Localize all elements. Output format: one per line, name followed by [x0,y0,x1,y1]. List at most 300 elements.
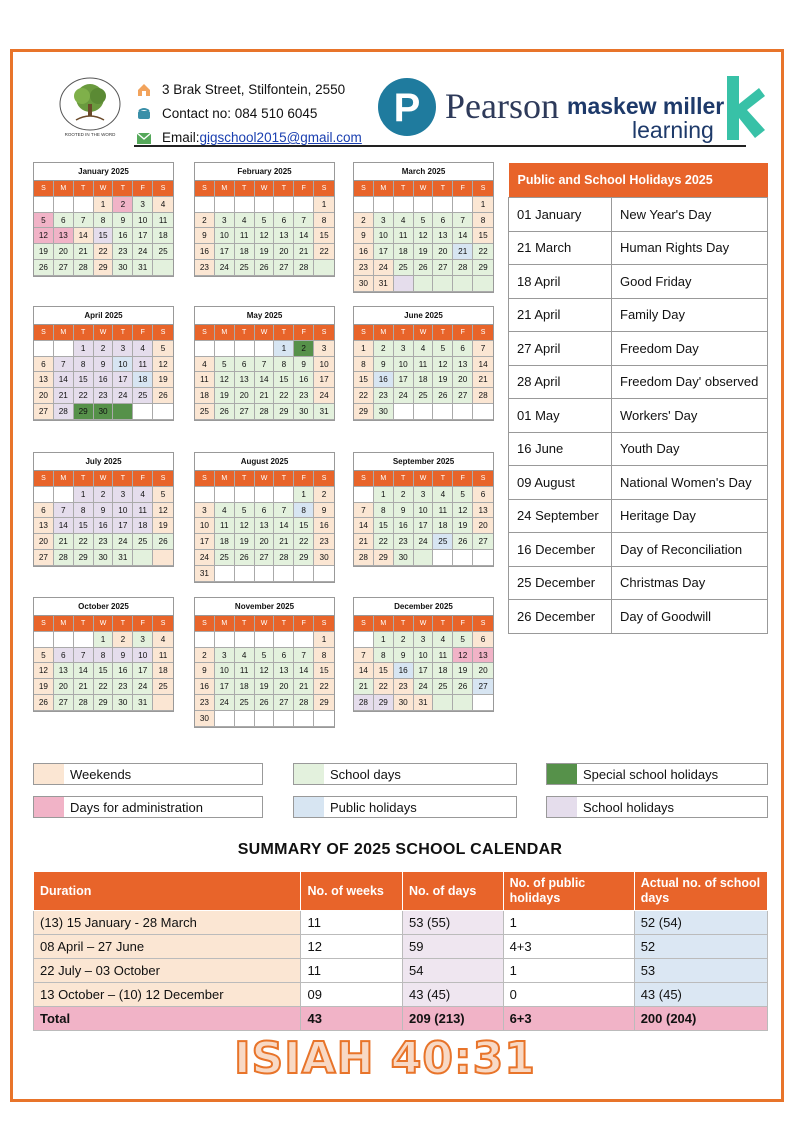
day-cell: 20 [235,388,255,404]
summary-cell: 12 [301,935,403,959]
day-cell: 3 [414,487,434,503]
day-cell: 28 [74,695,94,711]
holiday-date: 28 April [509,365,612,399]
day-cell: 15 [294,518,314,534]
day-cell: 24 [215,260,235,276]
holiday-name: Human Rights Day [612,231,768,265]
day-cell: 26 [414,260,434,276]
weekday-header: T [113,325,133,341]
day-cell [414,404,434,420]
day-cell: 3 [195,503,215,519]
day-cell [34,487,54,503]
day-cell [34,341,54,357]
day-cell: 27 [54,695,74,711]
day-cell: 27 [255,550,275,566]
day-cell [215,341,235,357]
day-cell: 8 [94,213,114,229]
holiday-date: 16 June [509,432,612,466]
legend-label: Special school holidays [583,766,719,782]
weekday-header: M [54,616,74,632]
day-cell: 27 [473,534,493,550]
day-cell: 26 [34,260,54,276]
day-cell: 24 [394,388,414,404]
holiday-row [509,332,768,366]
summary-cell: 43 (45) [402,983,503,1007]
day-cell: 3 [133,197,153,213]
day-cell: 27 [433,260,453,276]
day-cell: 16 [195,679,215,695]
day-cell: 15 [374,518,394,534]
day-cell: 18 [195,388,215,404]
day-cell: 18 [153,663,173,679]
weekday-header: S [314,616,334,632]
day-cell [195,632,215,648]
day-cell: 2 [195,213,215,229]
day-cell: 27 [274,260,294,276]
day-cell: 12 [453,648,473,664]
weekday-header: S [34,471,54,487]
weekday-header: T [74,471,94,487]
day-cell: 13 [274,228,294,244]
day-cell: 28 [274,550,294,566]
summary-total-cell: 200 (204) [634,1007,767,1031]
day-cell [133,404,153,420]
day-cell: 28 [473,388,493,404]
house-icon [136,82,152,98]
day-cell: 7 [294,213,314,229]
day-cell: 2 [94,487,114,503]
day-cell [255,711,275,727]
summary-cell: 59 [402,935,503,959]
holiday-row [509,265,768,299]
day-cell: 5 [453,487,473,503]
phone-icon [136,106,152,122]
day-cell: 10 [133,213,153,229]
day-cell: 25 [235,260,255,276]
day-cell: 2 [195,648,215,664]
day-cell: 7 [473,341,493,357]
day-cell: 12 [255,228,275,244]
day-cell [433,695,453,711]
day-cell [314,711,334,727]
day-cell: 22 [314,244,334,260]
day-cell [74,632,94,648]
month-calendar [353,597,494,712]
summary-cell: 11 [301,911,403,935]
day-cell [433,276,453,292]
day-cell: 25 [433,679,453,695]
day-cell: 21 [54,388,74,404]
day-cell: 1 [74,487,94,503]
day-cell: 23 [113,679,133,695]
weekday-header: S [354,616,374,632]
day-cell: 21 [453,244,473,260]
day-cell: 7 [54,357,74,373]
day-cell [235,566,255,582]
weekday-header: W [414,325,434,341]
legend-item [293,763,517,785]
day-cell: 26 [453,679,473,695]
day-cell: 16 [394,663,414,679]
weekday-header: W [94,471,114,487]
month-calendar [353,452,494,567]
day-cell: 30 [394,695,414,711]
holiday-date: 26 December [509,600,612,634]
day-cell: 7 [74,213,94,229]
day-cell: 30 [394,550,414,566]
day-cell: 7 [54,503,74,519]
day-cell: 16 [394,518,414,534]
day-cell: 1 [274,341,294,357]
day-cell: 19 [453,663,473,679]
holiday-name: Youth Day [612,432,768,466]
day-cell: 19 [153,518,173,534]
weekday-header: F [133,325,153,341]
day-cell [235,487,255,503]
day-cell: 13 [54,228,74,244]
day-cell [414,276,434,292]
month-title: October 2025 [34,598,173,616]
holiday-date: 25 December [509,566,612,600]
day-cell [314,566,334,582]
day-cell: 22 [74,534,94,550]
month-title: February 2025 [195,163,334,181]
day-cell: 29 [274,404,294,420]
day-cell: 17 [414,518,434,534]
day-cell [255,632,275,648]
weekday-header: T [274,616,294,632]
holiday-date: 24 September [509,499,612,533]
day-cell: 17 [113,372,133,388]
day-cell: 20 [433,244,453,260]
day-cell [133,550,153,566]
day-cell: 19 [153,372,173,388]
day-cell: 8 [94,648,114,664]
day-cell: 14 [54,518,74,534]
day-cell: 22 [74,388,94,404]
weekday-header: T [74,325,94,341]
day-cell: 31 [133,260,153,276]
day-cell: 30 [195,711,215,727]
weekday-header: W [94,616,114,632]
day-cell [54,487,74,503]
weekday-header: S [153,181,173,197]
legend-swatch [294,797,324,817]
day-cell: 21 [294,679,314,695]
day-cell: 27 [235,404,255,420]
day-cell: 27 [34,550,54,566]
day-cell [153,404,173,420]
day-cell: 23 [314,534,334,550]
day-cell: 22 [94,244,114,260]
header-divider [134,145,746,147]
day-cell: 30 [113,260,133,276]
weekday-header: S [195,616,215,632]
weekday-header: M [374,181,394,197]
holiday-row [509,231,768,265]
brand-name: Pearson [445,86,559,126]
day-cell: 4 [433,632,453,648]
month-calendar [353,306,494,421]
day-cell: 5 [414,213,434,229]
day-cell [453,276,473,292]
day-cell: 10 [394,357,414,373]
weekday-header: T [235,325,255,341]
day-cell: 5 [34,213,54,229]
legend-label: School holidays [583,799,675,815]
day-cell: 11 [235,228,255,244]
day-cell: 26 [453,534,473,550]
day-cell: 25 [215,550,235,566]
day-cell: 13 [34,518,54,534]
month-calendar [194,452,335,583]
day-cell [433,197,453,213]
weekday-header: T [394,471,414,487]
day-cell: 26 [255,260,275,276]
day-cell: 28 [354,550,374,566]
day-cell: 17 [374,244,394,260]
day-cell: 24 [133,244,153,260]
day-cell: 12 [433,357,453,373]
day-cell: 22 [374,679,394,695]
day-cell: 18 [215,534,235,550]
holiday-date: 01 May [509,399,612,433]
email-link[interactable]: gigschool2015@gmail.com [199,130,362,145]
day-cell: 5 [255,213,275,229]
weekday-header: W [414,471,434,487]
weekday-header: M [215,471,235,487]
month-title: November 2025 [195,598,334,616]
day-cell: 3 [394,341,414,357]
day-cell: 31 [195,566,215,582]
day-cell: 13 [473,503,493,519]
weekday-header: S [473,616,493,632]
day-cell: 17 [215,679,235,695]
day-cell: 10 [133,648,153,664]
day-cell: 7 [74,648,94,664]
day-cell: 16 [374,372,394,388]
weekday-header: F [294,616,314,632]
holiday-row [509,466,768,500]
day-cell [394,197,414,213]
day-cell: 13 [274,663,294,679]
day-cell: 30 [113,695,133,711]
day-cell: 5 [153,341,173,357]
weekday-header: T [113,181,133,197]
day-cell: 2 [354,213,374,229]
day-cell: 15 [94,228,114,244]
day-cell: 18 [153,228,173,244]
day-cell: 15 [94,663,114,679]
day-cell: 18 [433,518,453,534]
day-cell: 18 [235,679,255,695]
day-cell: 25 [195,404,215,420]
school-logo [52,76,128,140]
day-cell: 14 [473,357,493,373]
day-cell: 1 [294,487,314,503]
weekday-header: F [133,181,153,197]
day-cell: 19 [34,679,54,695]
day-cell: 5 [433,341,453,357]
weekday-header: S [473,181,493,197]
day-cell: 10 [195,518,215,534]
day-cell: 5 [215,357,235,373]
holiday-name: Day of Reconciliation [612,533,768,567]
day-cell: 12 [153,503,173,519]
day-cell: 23 [374,388,394,404]
day-cell: 19 [255,244,275,260]
day-cell: 20 [473,518,493,534]
day-cell: 13 [34,372,54,388]
day-cell: 3 [113,487,133,503]
day-cell: 8 [274,357,294,373]
day-cell: 17 [133,663,153,679]
day-cell: 5 [453,632,473,648]
day-cell: 7 [453,213,473,229]
weekday-header: W [94,325,114,341]
brand-sub2: learning [632,117,714,143]
weekday-header: W [414,616,434,632]
day-cell: 20 [34,534,54,550]
legend-item [33,763,263,785]
weekday-header: M [54,181,74,197]
day-cell: 10 [314,357,334,373]
day-cell: 9 [394,648,414,664]
day-cell: 3 [133,632,153,648]
day-cell: 6 [34,503,54,519]
day-cell: 10 [215,228,235,244]
weekday-header: T [235,181,255,197]
day-cell [274,632,294,648]
brand-sub1: maskew miller [567,93,725,119]
day-cell: 16 [195,244,215,260]
legend-swatch [34,797,64,817]
day-cell: 25 [153,679,173,695]
summary-cell: 53 [634,959,767,983]
summary-cell: 43 (45) [634,983,767,1007]
day-cell: 14 [74,228,94,244]
day-cell: 11 [433,648,453,664]
weekday-header: M [215,325,235,341]
day-cell [34,632,54,648]
day-cell: 4 [414,341,434,357]
day-cell: 1 [94,632,114,648]
day-cell: 5 [235,503,255,519]
day-cell: 5 [255,648,275,664]
weekday-header: M [54,325,74,341]
day-cell: 23 [195,695,215,711]
weekday-header: S [34,181,54,197]
day-cell: 30 [374,404,394,420]
summary-total-cell: Total [34,1007,301,1031]
summary-header: No. of days [402,872,503,911]
day-cell: 13 [54,663,74,679]
day-cell [274,197,294,213]
day-cell: 18 [133,518,153,534]
day-cell [215,711,235,727]
day-cell: 19 [433,372,453,388]
weekday-header: F [294,325,314,341]
day-cell [433,550,453,566]
legend-item [33,796,263,818]
day-cell: 1 [374,632,394,648]
holiday-name: Day of Goodwill [612,600,768,634]
day-cell: 16 [94,518,114,534]
day-cell: 24 [314,388,334,404]
day-cell [354,197,374,213]
day-cell: 15 [74,372,94,388]
weekday-header: S [354,325,374,341]
day-cell [195,341,215,357]
day-cell: 6 [235,357,255,373]
day-cell: 24 [195,550,215,566]
day-cell: 29 [354,404,374,420]
day-cell: 23 [195,260,215,276]
day-cell [255,197,275,213]
day-cell [354,632,374,648]
holiday-name: Freedom Day' observed [612,365,768,399]
day-cell [54,341,74,357]
day-cell [215,487,235,503]
day-cell: 6 [433,213,453,229]
legend-item [546,763,768,785]
day-cell: 22 [314,679,334,695]
day-cell: 23 [94,388,114,404]
summary-header: No. of public holidays [503,872,634,911]
day-cell: 13 [453,357,473,373]
day-cell [274,566,294,582]
verse-text: ISIAH 40:31 [234,1033,536,1084]
day-cell: 28 [294,695,314,711]
holiday-row [509,365,768,399]
holiday-name: Good Friday [612,265,768,299]
day-cell: 9 [354,228,374,244]
day-cell [235,711,255,727]
day-cell [473,550,493,566]
month-title: June 2025 [354,307,493,325]
holiday-row [509,399,768,433]
day-cell: 2 [113,632,133,648]
weekday-header: S [473,471,493,487]
day-cell: 8 [374,503,394,519]
summary-cell: 1 [503,911,634,935]
day-cell: 17 [394,372,414,388]
day-cell: 8 [473,213,493,229]
day-cell: 24 [215,695,235,711]
day-cell: 14 [354,518,374,534]
day-cell: 29 [374,695,394,711]
day-cell: 12 [414,228,434,244]
holiday-row [509,566,768,600]
day-cell: 22 [294,534,314,550]
holiday-date: 09 August [509,466,612,500]
day-cell: 21 [354,679,374,695]
day-cell: 26 [215,404,235,420]
day-cell: 9 [294,357,314,373]
day-cell [255,487,275,503]
weekday-header: M [374,616,394,632]
legend-label: School days [330,766,401,782]
weekday-header: W [255,471,275,487]
day-cell: 15 [314,228,334,244]
day-cell: 26 [153,388,173,404]
summary-header: Duration [34,872,301,911]
day-cell [374,197,394,213]
day-cell: 3 [215,648,235,664]
holiday-date: 01 January [509,198,612,232]
day-cell: 15 [473,228,493,244]
day-cell: 21 [354,534,374,550]
